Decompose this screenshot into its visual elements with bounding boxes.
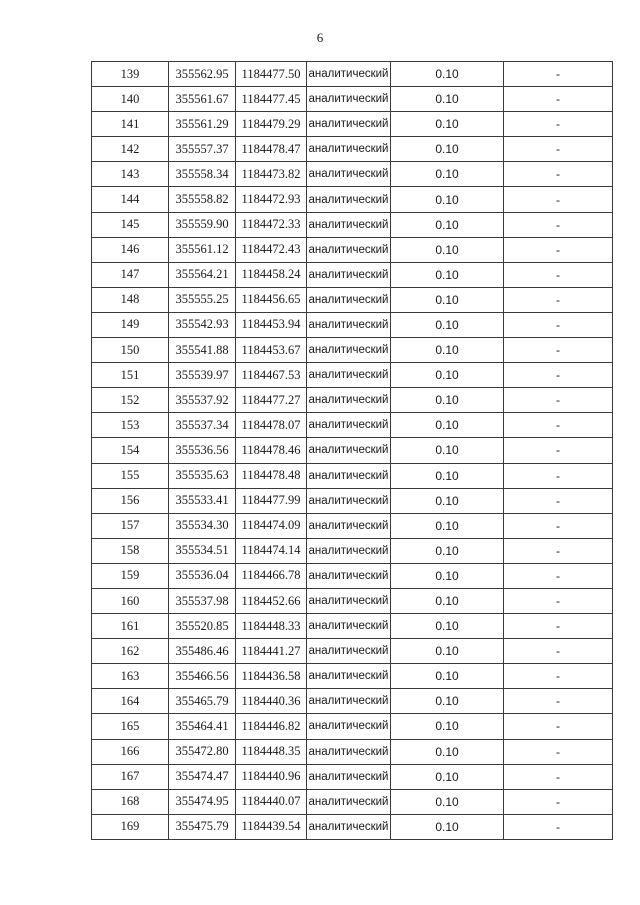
coordinates-table-body [92,62,613,840]
point-number-cell: 153 [92,413,169,438]
point-number-cell: 155 [92,463,169,488]
note-cell: - [504,137,613,162]
note-cell: - [504,588,613,613]
note-cell: - [504,513,613,538]
x-coordinate-cell: 355536.04 [169,563,236,588]
table-row [92,563,613,588]
y-coordinate-cell: 1184458.24 [236,262,307,287]
table-row [92,262,613,287]
x-coordinate-cell: 355536.56 [169,438,236,463]
x-coordinate-cell: 355466.56 [169,664,236,689]
table-row [92,338,613,363]
accuracy-cell: 0.10 [391,413,504,438]
note-cell: - [504,338,613,363]
y-coordinate-cell: 1184473.82 [236,162,307,187]
point-number-cell: 142 [92,137,169,162]
table-row [92,739,613,764]
y-coordinate-cell: 1184477.50 [236,62,307,87]
y-coordinate-cell: 1184448.33 [236,614,307,639]
x-coordinate-cell: 355564.21 [169,262,236,287]
method-cell: аналитический [307,338,391,363]
method-cell: аналитический [307,588,391,613]
note-cell: - [504,237,613,262]
accuracy-cell: 0.10 [391,513,504,538]
point-number-cell: 163 [92,664,169,689]
accuracy-cell: 0.10 [391,363,504,388]
y-coordinate-cell: 1184477.45 [236,87,307,112]
x-coordinate-cell: 355534.51 [169,538,236,563]
accuracy-cell: 0.10 [391,488,504,513]
point-number-cell: 147 [92,262,169,287]
accuracy-cell: 0.10 [391,312,504,337]
point-number-cell: 140 [92,87,169,112]
table-row [92,639,613,664]
point-number-cell: 169 [92,814,169,839]
y-coordinate-cell: 1184440.96 [236,764,307,789]
note-cell: - [504,112,613,137]
method-cell: аналитический [307,814,391,839]
method-cell: аналитический [307,137,391,162]
note-cell: - [504,388,613,413]
method-cell: аналитический [307,187,391,212]
method-cell: аналитический [307,488,391,513]
x-coordinate-cell: 355486.46 [169,639,236,664]
note-cell: - [504,639,613,664]
accuracy-cell: 0.10 [391,463,504,488]
point-number-cell: 143 [92,162,169,187]
table-row [92,212,613,237]
y-coordinate-cell: 1184456.65 [236,287,307,312]
method-cell: аналитический [307,689,391,714]
y-coordinate-cell: 1184439.54 [236,814,307,839]
accuracy-cell: 0.10 [391,237,504,262]
note-cell: - [504,538,613,563]
y-coordinate-cell: 1184453.94 [236,312,307,337]
y-coordinate-cell: 1184477.27 [236,388,307,413]
y-coordinate-cell: 1184479.29 [236,112,307,137]
accuracy-cell: 0.10 [391,739,504,764]
point-number-cell: 151 [92,363,169,388]
note-cell: - [504,312,613,337]
y-coordinate-cell: 1184472.93 [236,187,307,212]
point-number-cell: 149 [92,312,169,337]
x-coordinate-cell: 355539.97 [169,363,236,388]
accuracy-cell: 0.10 [391,563,504,588]
accuracy-cell: 0.10 [391,338,504,363]
method-cell: аналитический [307,262,391,287]
note-cell: - [504,463,613,488]
method-cell: аналитический [307,563,391,588]
method-cell: аналитический [307,237,391,262]
table-row [92,614,613,639]
table-row [92,538,613,563]
note-cell: - [504,212,613,237]
accuracy-cell: 0.10 [391,212,504,237]
point-number-cell: 157 [92,513,169,538]
accuracy-cell: 0.10 [391,789,504,814]
table-row [92,62,613,87]
method-cell: аналитический [307,162,391,187]
table-row [92,664,613,689]
point-number-cell: 166 [92,739,169,764]
table-row [92,363,613,388]
method-cell: аналитический [307,639,391,664]
table-row [92,463,613,488]
note-cell: - [504,563,613,588]
y-coordinate-cell: 1184466.78 [236,563,307,588]
y-coordinate-cell: 1184474.14 [236,538,307,563]
note-cell: - [504,413,613,438]
table-row [92,789,613,814]
accuracy-cell: 0.10 [391,87,504,112]
note-cell: - [504,689,613,714]
note-cell: - [504,814,613,839]
point-number-cell: 139 [92,62,169,87]
table-row [92,187,613,212]
accuracy-cell: 0.10 [391,388,504,413]
x-coordinate-cell: 355474.95 [169,789,236,814]
note-cell: - [504,614,613,639]
method-cell: аналитический [307,363,391,388]
x-coordinate-cell: 355474.47 [169,764,236,789]
point-number-cell: 161 [92,614,169,639]
y-coordinate-cell: 1184477.99 [236,488,307,513]
x-coordinate-cell: 355535.63 [169,463,236,488]
y-coordinate-cell: 1184448.35 [236,739,307,764]
accuracy-cell: 0.10 [391,614,504,639]
point-number-cell: 146 [92,237,169,262]
method-cell: аналитический [307,664,391,689]
x-coordinate-cell: 355537.98 [169,588,236,613]
x-coordinate-cell: 355533.41 [169,488,236,513]
page-number: 6 [316,30,324,45]
y-coordinate-cell: 1184440.36 [236,689,307,714]
x-coordinate-cell: 355561.67 [169,87,236,112]
table-row [92,137,613,162]
table-row [92,237,613,262]
method-cell: аналитический [307,764,391,789]
table-row [92,287,613,312]
y-coordinate-cell: 1184452.66 [236,588,307,613]
x-coordinate-cell: 355465.79 [169,689,236,714]
accuracy-cell: 0.10 [391,538,504,563]
accuracy-cell: 0.10 [391,814,504,839]
accuracy-cell: 0.10 [391,137,504,162]
y-coordinate-cell: 1184478.47 [236,137,307,162]
point-number-cell: 152 [92,388,169,413]
method-cell: аналитический [307,388,391,413]
note-cell: - [504,714,613,739]
method-cell: аналитический [307,312,391,337]
method-cell: аналитический [307,112,391,137]
point-number-cell: 167 [92,764,169,789]
x-coordinate-cell: 355537.34 [169,413,236,438]
accuracy-cell: 0.10 [391,187,504,212]
x-coordinate-cell: 355520.85 [169,614,236,639]
y-coordinate-cell: 1184446.82 [236,714,307,739]
note-cell: - [504,262,613,287]
x-coordinate-cell: 355475.79 [169,814,236,839]
y-coordinate-cell: 1184436.58 [236,664,307,689]
x-coordinate-cell: 355537.92 [169,388,236,413]
x-coordinate-cell: 355472.80 [169,739,236,764]
point-number-cell: 160 [92,588,169,613]
point-number-cell: 164 [92,689,169,714]
y-coordinate-cell: 1184440.07 [236,789,307,814]
table-row [92,714,613,739]
table-row [92,689,613,714]
method-cell: аналитический [307,513,391,538]
table-row [92,438,613,463]
note-cell: - [504,187,613,212]
note-cell: - [504,363,613,388]
table-row [92,388,613,413]
note-cell: - [504,664,613,689]
method-cell: аналитический [307,413,391,438]
point-number-cell: 148 [92,287,169,312]
method-cell: аналитический [307,463,391,488]
note-cell: - [504,488,613,513]
table-row [92,513,613,538]
method-cell: аналитический [307,739,391,764]
accuracy-cell: 0.10 [391,689,504,714]
y-coordinate-cell: 1184453.67 [236,338,307,363]
x-coordinate-cell: 355558.82 [169,187,236,212]
x-coordinate-cell: 355542.93 [169,312,236,337]
y-coordinate-cell: 1184472.33 [236,212,307,237]
method-cell: аналитический [307,438,391,463]
accuracy-cell: 0.10 [391,639,504,664]
note-cell: - [504,87,613,112]
table-row [92,87,613,112]
point-number-cell: 156 [92,488,169,513]
accuracy-cell: 0.10 [391,262,504,287]
x-coordinate-cell: 355562.95 [169,62,236,87]
table-row [92,814,613,839]
point-number-cell: 158 [92,538,169,563]
method-cell: аналитический [307,789,391,814]
y-coordinate-cell: 1184478.07 [236,413,307,438]
method-cell: аналитический [307,287,391,312]
table-row [92,764,613,789]
x-coordinate-cell: 355541.88 [169,338,236,363]
point-number-cell: 165 [92,714,169,739]
accuracy-cell: 0.10 [391,162,504,187]
y-coordinate-cell: 1184467.53 [236,363,307,388]
point-number-cell: 141 [92,112,169,137]
y-coordinate-cell: 1184474.09 [236,513,307,538]
table-row [92,112,613,137]
note-cell: - [504,739,613,764]
x-coordinate-cell: 355561.29 [169,112,236,137]
y-coordinate-cell: 1184478.46 [236,438,307,463]
point-number-cell: 144 [92,187,169,212]
method-cell: аналитический [307,212,391,237]
point-number-cell: 159 [92,563,169,588]
method-cell: аналитический [307,87,391,112]
point-number-cell: 168 [92,789,169,814]
method-cell: аналитический [307,538,391,563]
accuracy-cell: 0.10 [391,764,504,789]
x-coordinate-cell: 355464.41 [169,714,236,739]
note-cell: - [504,162,613,187]
note-cell: - [504,62,613,87]
accuracy-cell: 0.10 [391,714,504,739]
point-number-cell: 162 [92,639,169,664]
x-coordinate-cell: 355534.30 [169,513,236,538]
method-cell: аналитический [307,714,391,739]
x-coordinate-cell: 355557.37 [169,137,236,162]
accuracy-cell: 0.10 [391,438,504,463]
y-coordinate-cell: 1184478.48 [236,463,307,488]
table-row [92,312,613,337]
method-cell: аналитический [307,614,391,639]
y-coordinate-cell: 1184441.27 [236,639,307,664]
x-coordinate-cell: 355561.12 [169,237,236,262]
accuracy-cell: 0.10 [391,664,504,689]
table-row [92,413,613,438]
coordinates-table [91,61,613,840]
accuracy-cell: 0.10 [391,62,504,87]
note-cell: - [504,287,613,312]
point-number-cell: 145 [92,212,169,237]
table-row [92,162,613,187]
accuracy-cell: 0.10 [391,287,504,312]
note-cell: - [504,789,613,814]
accuracy-cell: 0.10 [391,112,504,137]
x-coordinate-cell: 355555.25 [169,287,236,312]
x-coordinate-cell: 355559.90 [169,212,236,237]
y-coordinate-cell: 1184472.43 [236,237,307,262]
accuracy-cell: 0.10 [391,588,504,613]
table-row [92,588,613,613]
table-row [92,488,613,513]
method-cell: аналитический [307,62,391,87]
x-coordinate-cell: 355558.34 [169,162,236,187]
point-number-cell: 154 [92,438,169,463]
point-number-cell: 150 [92,338,169,363]
note-cell: - [504,438,613,463]
note-cell: - [504,764,613,789]
